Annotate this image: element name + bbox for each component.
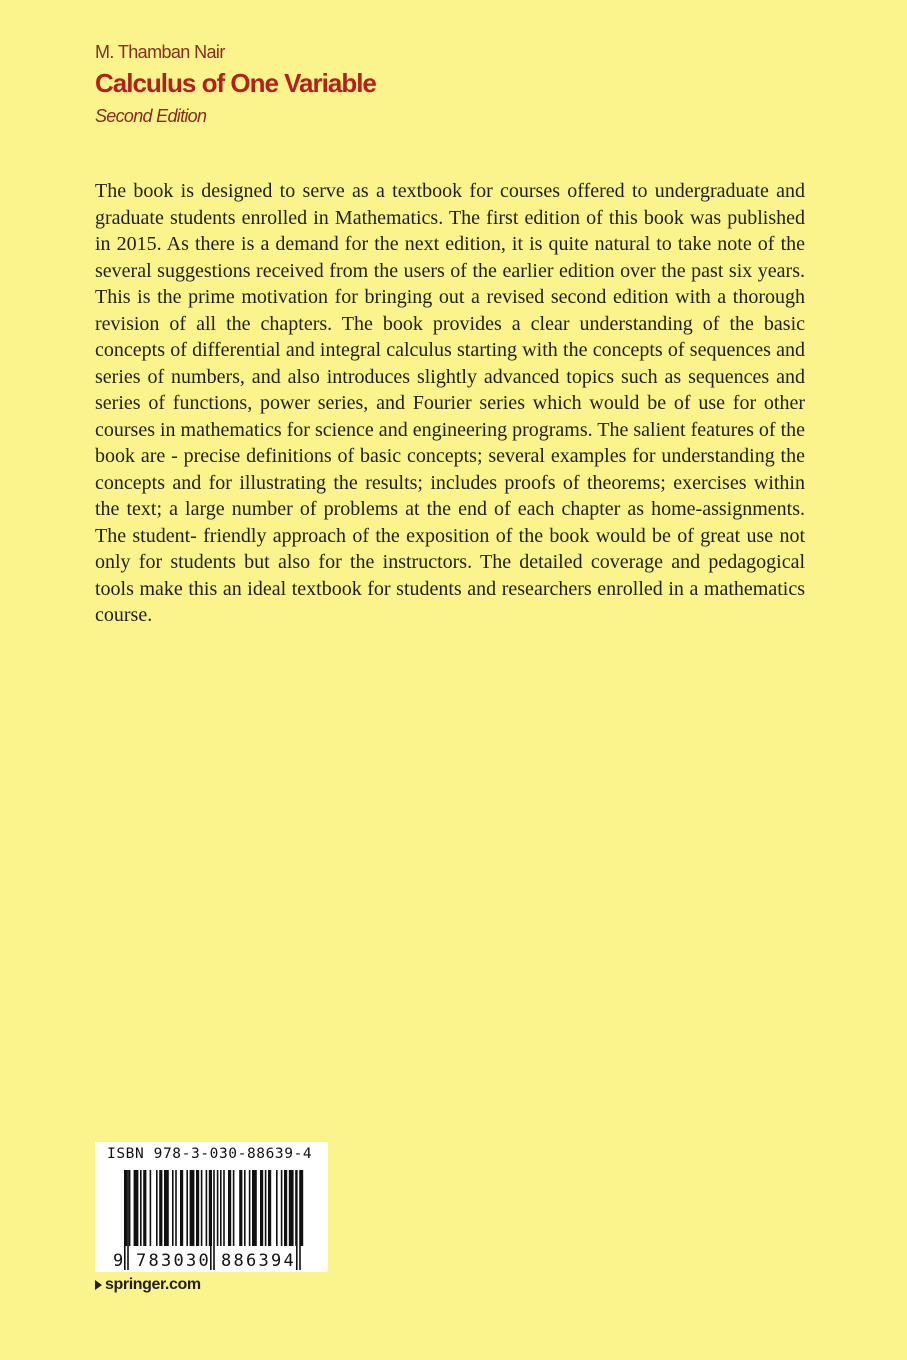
publisher-website[interactable] (95, 1276, 201, 1294)
barcode-bar (134, 1170, 139, 1246)
isbn-number: ISBN 978-3-030-88639-4 (107, 1146, 313, 1162)
barcode-digit: 3 (186, 1251, 197, 1271)
barcode-bar (239, 1170, 242, 1246)
barcode-bar (276, 1170, 278, 1246)
barcode-guard-bar (127, 1170, 129, 1270)
edition-label: Second Edition (95, 106, 207, 126)
barcode-bar (249, 1170, 251, 1246)
arrow-right-icon (95, 1280, 102, 1290)
barcode-bar (265, 1170, 267, 1246)
author-name: M. Thamban Nair (95, 42, 225, 62)
barcode-bar (233, 1170, 235, 1246)
barcode-digit: 3 (258, 1251, 269, 1271)
barcode-bar (140, 1170, 142, 1246)
barcode-guard-bar (210, 1170, 212, 1270)
barcode-guard-bar (213, 1170, 215, 1270)
barcode-bar (281, 1170, 283, 1246)
isbn-barcode-box (95, 1142, 328, 1272)
barcode-bar (180, 1170, 183, 1246)
barcode-guard-bar (296, 1170, 298, 1270)
barcode-bar (217, 1170, 219, 1246)
barcode-bar (143, 1170, 146, 1246)
barcode-bar (228, 1170, 231, 1246)
barcode-digit: 9 (113, 1251, 124, 1271)
barcode-bar (156, 1170, 158, 1246)
barcode-bar (268, 1170, 271, 1246)
barcode-digit: 7 (136, 1251, 147, 1271)
barcode-bar (220, 1170, 222, 1246)
book-description: The book is designed to serve as a textbook for courses offered to undergraduate and graduate students enrolled in Mathematics. The first edition of this book was published in 2015. As there is a demand for the next edition, it is quite natural to take note of the several suggestions received from the users of the earlier edition over the past six years. This is the prime motivation for bringing out a revised second edition with a thorough revision of all the chapters. The book provides a clear understanding of the basic concepts of differential and integral calculus starting with the concepts of sequences and series of numbers, and also introduces slightly advanced topics such as sequences and series of functions, power series, and Fourier series which would be of use for other courses in mathematics for science and engineering programs. The salient features of the book are - precise definitions of basic concepts; several examples for understanding the concepts and for illustrating the results; includes proofs of theorems; exercises within the text; a large number of problems at the end of each chapter as home-assignments. The student- friendly approach of the exposition of the book would be of great use not only for students but also for the instructors. The detailed coverage and pedagogical tools make this an ideal textbook for students and researchers enrolled in a mathematics course. (95, 180, 805, 626)
barcode-bar (206, 1170, 208, 1246)
barcode-bar (223, 1170, 225, 1246)
barcode-digit: 8 (221, 1251, 232, 1271)
barcode-digit: 0 (198, 1251, 209, 1271)
barcode-bar (186, 1170, 188, 1246)
barcode-bar (175, 1170, 177, 1246)
barcode-digit: 3 (161, 1251, 172, 1271)
barcode-guard-bar (124, 1170, 126, 1270)
barcode-bar (260, 1170, 263, 1246)
barcode-bar (190, 1170, 195, 1246)
barcode-digit: 0 (173, 1251, 184, 1271)
barcode-digit: 8 (148, 1251, 159, 1271)
barcode-bar (244, 1170, 246, 1246)
barcode-digit: 4 (283, 1251, 294, 1271)
barcode-bar (196, 1170, 199, 1246)
barcode-digit: 9 (271, 1251, 282, 1271)
barcode-bar (150, 1170, 152, 1246)
barcode-digit: 6 (246, 1251, 257, 1271)
barcode-digit: 8 (233, 1251, 244, 1271)
book-title: Calculus of One Variable (95, 68, 376, 98)
barcode-bar (289, 1170, 294, 1246)
barcode-bar (252, 1170, 257, 1246)
barcode-bar (129, 1170, 131, 1246)
publisher-link-text: springer.com (105, 1276, 201, 1293)
barcode-bar (164, 1170, 169, 1246)
barcode-guard-bar (299, 1170, 301, 1270)
barcode-bar (172, 1170, 174, 1246)
barcode-bar (159, 1170, 162, 1246)
barcode-graphic (95, 1142, 328, 1272)
barcode-bar (201, 1170, 203, 1246)
barcode-bar (284, 1170, 287, 1246)
